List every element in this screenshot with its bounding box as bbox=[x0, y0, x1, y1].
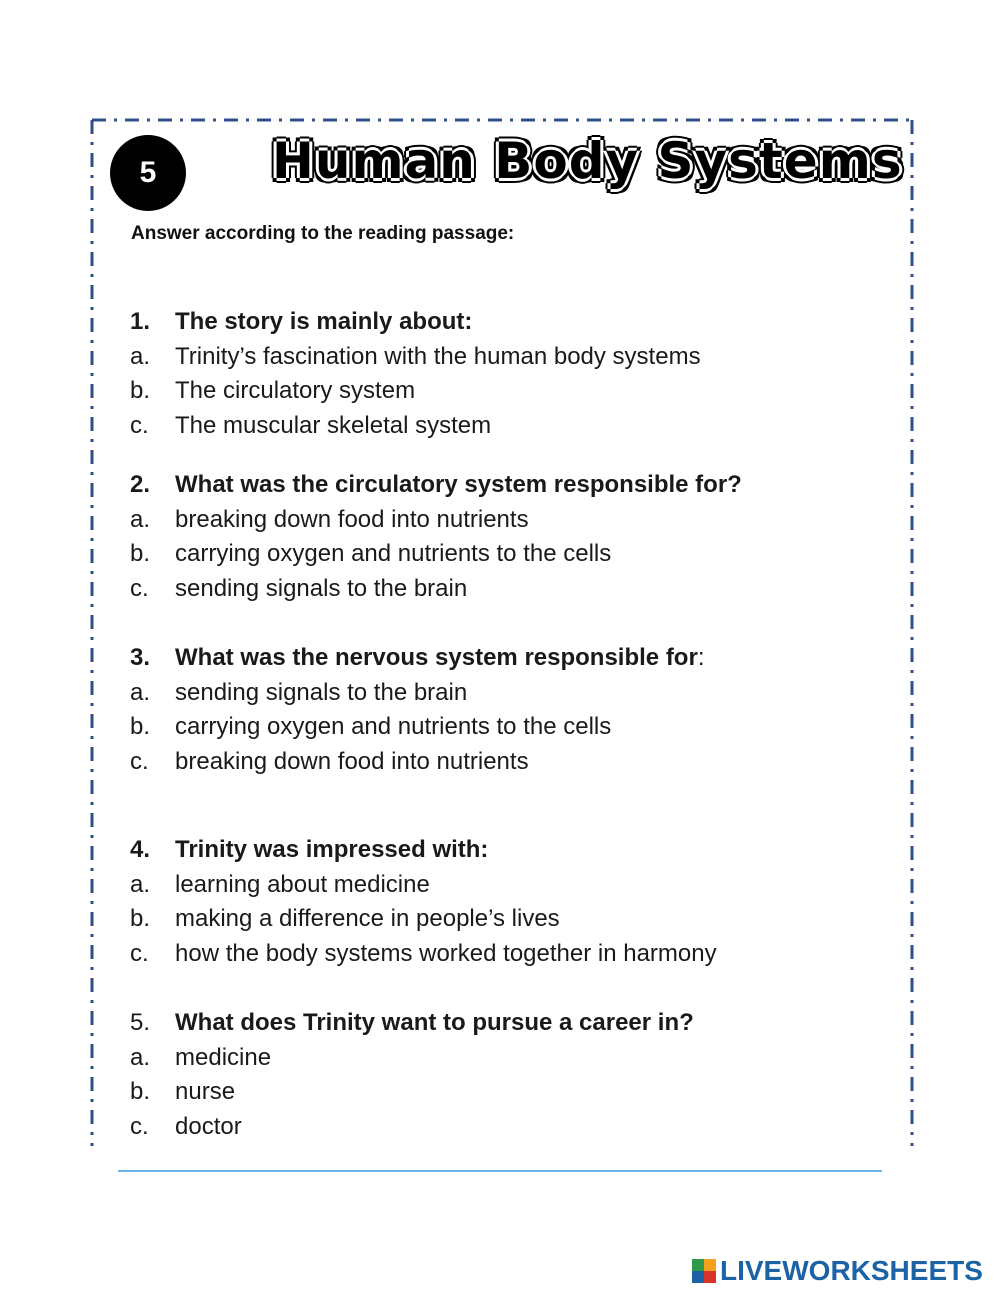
question-text: The story is mainly about: bbox=[175, 308, 473, 335]
answer-option[interactable] bbox=[130, 710, 890, 745]
liveworksheets-logo bbox=[692, 1255, 983, 1287]
question-1 bbox=[130, 305, 890, 443]
answer-option[interactable] bbox=[130, 374, 890, 409]
option-text: how the body systems worked together in harmony bbox=[175, 939, 717, 967]
question-number: 5. bbox=[130, 1009, 151, 1036]
option-label: b. bbox=[130, 713, 151, 740]
worksheet-number-badge bbox=[110, 135, 186, 211]
brand-name: LIVEWORKSHEETS bbox=[720, 1255, 983, 1286]
option-label: a. bbox=[130, 342, 151, 370]
option-label: c. bbox=[130, 1112, 149, 1140]
answer-option[interactable] bbox=[130, 745, 890, 780]
option-label: b. bbox=[130, 377, 151, 404]
answer-option[interactable] bbox=[130, 868, 890, 903]
question-3 bbox=[130, 641, 890, 779]
option-text: Trinity’s fascination with the human body systems bbox=[175, 342, 701, 370]
question-5 bbox=[130, 1006, 890, 1144]
option-text: sending signals to the brain bbox=[175, 678, 468, 706]
option-text: medicine bbox=[175, 1043, 272, 1071]
question-stem bbox=[130, 641, 890, 676]
answer-option[interactable] bbox=[130, 676, 890, 711]
option-label: c. bbox=[130, 939, 149, 967]
answer-option[interactable] bbox=[130, 937, 890, 972]
option-label: b. bbox=[130, 540, 151, 567]
answer-option[interactable] bbox=[130, 409, 890, 444]
option-text: sending signals to the brain bbox=[175, 574, 468, 602]
answer-option[interactable] bbox=[130, 503, 890, 538]
option-label: a. bbox=[130, 870, 151, 898]
question-text: Trinity was impressed with: bbox=[175, 836, 489, 863]
question-stem bbox=[130, 833, 890, 868]
answer-option[interactable] bbox=[130, 572, 890, 607]
page-title: Human Body Systems bbox=[272, 132, 903, 190]
question-text: What was the circulatory system responsible for? bbox=[175, 471, 742, 498]
liveworksheets-logo-icon bbox=[692, 1259, 716, 1283]
question-4 bbox=[130, 833, 890, 971]
option-label: a. bbox=[130, 678, 151, 706]
option-text: The muscular skeletal system bbox=[175, 411, 492, 439]
option-label: b. bbox=[130, 905, 151, 932]
question-stem bbox=[130, 305, 890, 340]
question-suffix: : bbox=[697, 644, 705, 671]
dashed-border-svg bbox=[90, 118, 914, 1148]
question-text: What was the nervous system responsible for bbox=[175, 644, 698, 671]
option-text: breaking down food into nutrients bbox=[175, 747, 529, 775]
option-label: a. bbox=[130, 505, 151, 533]
worksheet-border bbox=[90, 118, 914, 1148]
answer-option[interactable] bbox=[130, 902, 890, 937]
option-text: nurse bbox=[175, 1078, 236, 1105]
footer-divider bbox=[118, 1170, 882, 1172]
option-text: The circulatory system bbox=[175, 377, 416, 404]
answer-option[interactable] bbox=[130, 340, 890, 375]
answer-option[interactable] bbox=[130, 537, 890, 572]
question-number: 1. bbox=[130, 308, 151, 335]
instruction-text: Answer according to the reading passage: bbox=[131, 223, 515, 244]
option-label: b. bbox=[130, 1078, 151, 1105]
answer-option[interactable] bbox=[130, 1075, 890, 1110]
question-2 bbox=[130, 468, 890, 606]
answer-option[interactable] bbox=[130, 1041, 890, 1076]
question-stem bbox=[130, 468, 890, 503]
option-text: making a difference in people’s lives bbox=[175, 905, 560, 932]
option-label: c. bbox=[130, 574, 149, 602]
option-text: breaking down food into nutrients bbox=[175, 505, 529, 533]
option-text: carrying oxygen and nutrients to the cells bbox=[175, 713, 612, 740]
question-number: 2. bbox=[130, 471, 151, 498]
option-label: c. bbox=[130, 411, 149, 439]
option-text: learning about medicine bbox=[175, 870, 430, 898]
option-label: a. bbox=[130, 1043, 151, 1071]
worksheet-number: 5 bbox=[139, 156, 157, 189]
question-text: What does Trinity want to pursue a career in? bbox=[175, 1009, 694, 1036]
option-label: c. bbox=[130, 747, 149, 775]
option-text: carrying oxygen and nutrients to the cells bbox=[175, 540, 612, 567]
answer-option[interactable] bbox=[130, 1110, 890, 1145]
question-number: 3. bbox=[130, 644, 151, 671]
option-text: doctor bbox=[175, 1112, 242, 1140]
question-stem bbox=[130, 1006, 890, 1041]
question-number: 4. bbox=[130, 836, 151, 863]
